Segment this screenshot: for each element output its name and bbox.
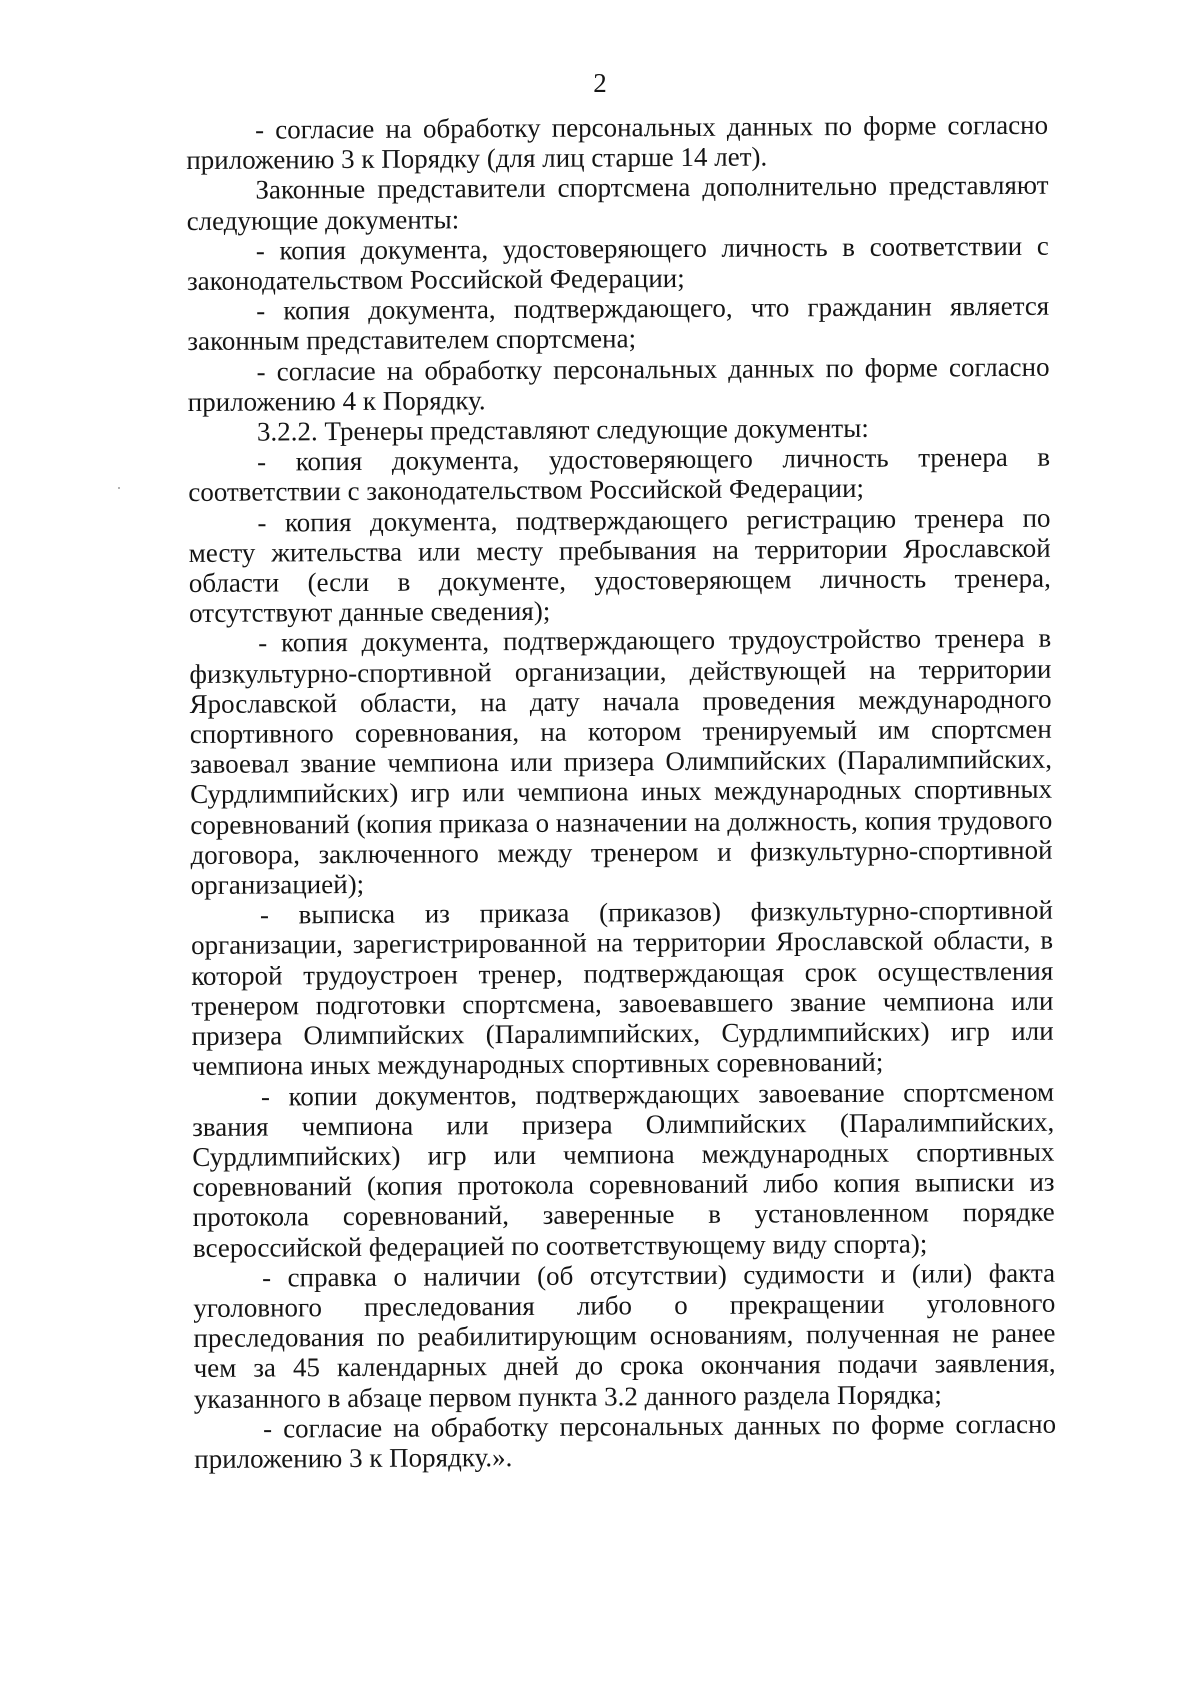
document-body (186, 110, 1056, 1474)
paragraph-coach-identity-copy: - копия документа, удостоверяющего личность тренера в соответствии с законодательством Российской Федерации; (188, 441, 1051, 508)
paragraph-order-extract: - выписка из приказа (приказов) физкультурно-спортивной организации, зарегистрированной на территории Ярославской области, в которой трудоустроен тренер, подтверждающая срок осуществления тренером подготовки спортсмена, завоевавшего звание чемпиона или призера Олимпийских (Паралимпийских, Сурдлимпийских) игр или чемпиона иных международных спортивных соревнований; (190, 895, 1054, 1082)
paragraph-section-3-2-2: 3.2.2. Тренеры представляют следующие документы: (256, 412, 869, 447)
paragraph-title-confirmation-copies: - копии документов, подтверждающих завоевание спортсменом звания чемпиона или призера Олимпийских (Паралимпийских, Сурдлимпийских) игр или чемпиона международных спортивных соревнований (копия протокола соревнований либо копия выписки из протокола соревнований, заверенные в установленном порядке всероссийской федерацией по соответствующему виду спорта); (192, 1076, 1055, 1263)
paragraph-consent-coach: - согласие на обработку персональных данных по форме согласно приложению 3 к Порядку.». (194, 1408, 1057, 1474)
paragraph-representative-document-copy: - копия документа, подтверждающего, что гражданин является законным представителем спортсмена; (187, 290, 1050, 357)
page-number: 2 (593, 68, 607, 98)
paragraph-legal-representatives: Законные представители спортсмена дополнительно представляют следующие документы: (186, 170, 1049, 236)
paragraph-coach-registration-copy: - копия документа, подтверждающего регистрацию тренера по месту жительства или месту пребывания на территории Ярославской области (если в документе, удостоверяющем личность тренера, отсутствуют данные сведения); (188, 502, 1051, 629)
paragraph-consent-athlete: - согласие на обработку персональных данных по форме согласно приложению 3 к Порядку (для лиц старше 14 лет). (186, 109, 1049, 176)
paragraph-consent-representative: - согласие на обработку персональных данных по форме согласно приложению 4 к Порядку. (187, 351, 1050, 417)
paragraph-coach-employment-copy: - копия документа, подтверждающего трудоустройство тренера в физкультурно-спортивной организации, действующей на территории Ярославской области, на дату начала проведения международного спортивного соревнования, на котором тренируемый им спортсмен завоевал звание чемпиона или призера Олимпийских (Паралимпийских, Сурдлимпийских) игр или чемпиона иных международных спортивных соревнований (копия приказа о назначении на должность, копия трудового договора, заключенного между тренером и физкультурно-спортивной организацией); (189, 623, 1053, 901)
paragraph-criminal-record-certificate: - справка о наличии (об отсутствии) судимости и (или) факта уголовного преследования либо о прекращении уголовного преследования по реабилитирующим основаниям, полученная не ранее чем за 45 календарных дней до срока окончания подачи заявления, указанного в абзаце первом пункта 3.2 данного раздела Порядка; (193, 1257, 1056, 1414)
paragraph-identity-document-copy: - копия документа, удостоверяющего личность в соответствии с законодательством Российской Федерации; (186, 230, 1049, 297)
scan-speck (118, 487, 120, 489)
